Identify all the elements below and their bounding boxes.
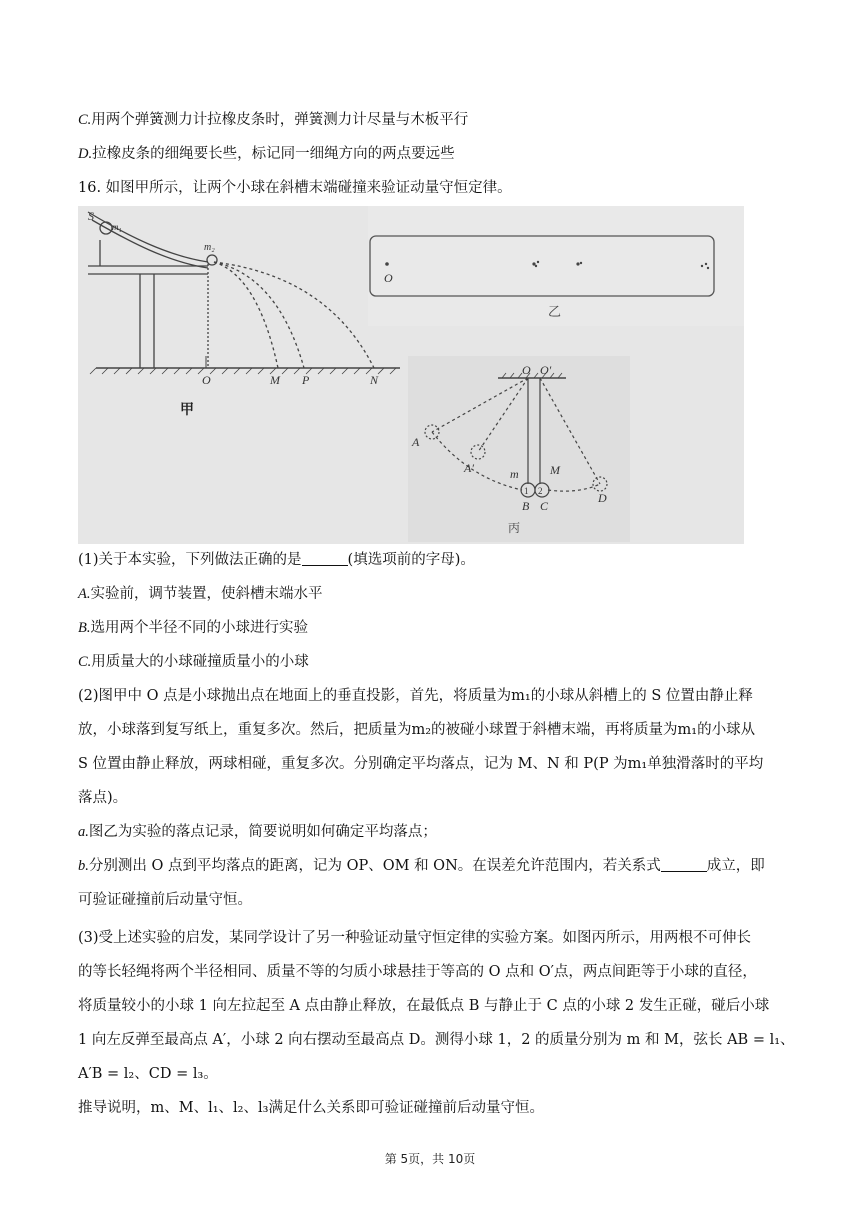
part-2b [78,856,765,876]
part-3-line-4: 1 向左反弹至最高点 A′，小球 2 向右摆动至最高点 D。测得小球 1，2 的质量分别为 m 和 M，弦长 AB = l₁、 [78,1032,795,1048]
label-B: B [522,499,530,513]
part-3-line-6: 推导说明，m、M、l₁、l₂、l₃满足什么关系即可验证碰撞前后动量守恒。 [78,1100,544,1116]
option-b [78,618,308,638]
label-C: C [540,499,549,513]
part-1-text-a: (1)关于本实验，下列做法正确的是 [78,552,302,568]
part-2a [78,822,437,842]
option-c2-text: 用质量大的小球碰撞质量小的小球 [91,654,309,670]
part-2-line-2: 放，小球落到复写纸上，重复多次。然后，把质量为m₂的被碰小球置于斜槽末端，再将质量为m₁的小球从 [78,722,756,738]
label-D: D [598,491,607,505]
option-d-text: 拉橡皮条的细绳要长些，标记同一细绳方向的两点要远些 [92,146,455,162]
label-m-bing: m [510,467,519,481]
label-M-bing: M [550,463,560,477]
part-2b-prefix: b. [78,858,89,874]
label-m2: m₂ [204,242,215,253]
option-a-text: 实验前，调节装置，使斜槽末端水平 [90,586,323,602]
part-2b-line-2: 可验证碰撞前后动量守恒。 [78,892,252,908]
answer-blank-2 [661,857,707,872]
part-2-line-1: (2)图甲中 O 点是小球抛出点在地面上的垂直投影，首先，将质量为m₁的小球从斜槽上的 S 位置由静止释 [78,688,753,704]
label-ball-2: 2 [538,486,543,496]
part-1-text-b: (填选项前的字母)。 [347,552,475,568]
label-M-jia: M [270,373,280,387]
label-S: S [88,209,94,223]
option-b-text: 选用两个半径不同的小球进行实验 [90,620,308,636]
label-O-yi: O [384,271,393,285]
option-c-prefix: C. [78,112,92,128]
label-N-jia: N [370,373,379,387]
label-A: A [412,435,420,449]
figure-jia [88,212,400,374]
part-1-question [78,550,475,570]
option-c [78,110,468,130]
part-2a-prefix: a. [78,824,89,840]
option-d-prefix: D. [78,146,93,162]
part-3-line-1: (3)受上述实验的启发，某同学设计了另一种验证动量守恒定律的实验方案。如图丙所示，用两根不可伸长 [78,930,752,946]
question-16-title: 16. 如图甲所示，让两个小球在斜槽末端碰撞来验证动量守恒定律。 [78,180,512,196]
label-O-jia: O [202,373,211,387]
experiment-figure [78,206,744,544]
label-A-prime: A′ [464,461,474,475]
caption-yi: 乙 [548,305,562,320]
part-3-line-5: A′B = l₂、CD = l₃。 [78,1066,218,1082]
label-ball-1: 1 [524,486,529,496]
experiment-figure-svg [78,206,744,544]
part-2-line-3: S 位置由静止释放，两球相碰，重复多次。分别确定平均落点，记为 M、N 和 P(P 为m₁单独滑落时的平均 [78,756,764,772]
part-3-line-2: 的等长轻绳将两个半径相同、质量不等的匀质小球悬挂于等高的 O 点和 O′点，两点间距等于小球的直径， [78,964,757,980]
option-c-2 [78,652,309,672]
option-a [78,584,322,604]
caption-bing: 丙 [508,521,521,535]
label-P-jia: P [302,373,310,387]
page-footer: 第 5页，共 10页 [384,1152,476,1166]
label-O-bing: O [522,363,531,377]
option-c2-prefix: C. [78,654,92,670]
part-2-line-4: 落点)。 [78,790,128,806]
option-c-text: 用两个弹簧测力计拉橡皮条时，弹簧测力计尽量与木板平行 [91,112,469,128]
part-2a-text: 图乙为实验的落点记录，简要说明如何确定平均落点； [88,824,437,840]
part-3-line-3: 将质量较小的小球 1 向左拉起至 A 点由静止释放，在最低点 B 与静止于 C 点的小球 2 发生正碰，碰后小球 [78,998,770,1014]
label-O-prime: O′ [540,363,552,377]
part-2b-text-a: 分别测出 O 点到平均落点的距离，记为 OP、OM 和 ON。在误差允许范围内，若关系式 [88,858,661,874]
part-2b-text-b: 成立，即 [706,858,765,874]
option-a-prefix: A. [78,586,91,602]
option-b-prefix: B. [78,620,91,636]
option-d [78,144,455,164]
label-m1: m₁ [112,222,122,232]
answer-blank-1 [302,551,348,566]
caption-jia: 甲 [180,402,194,418]
